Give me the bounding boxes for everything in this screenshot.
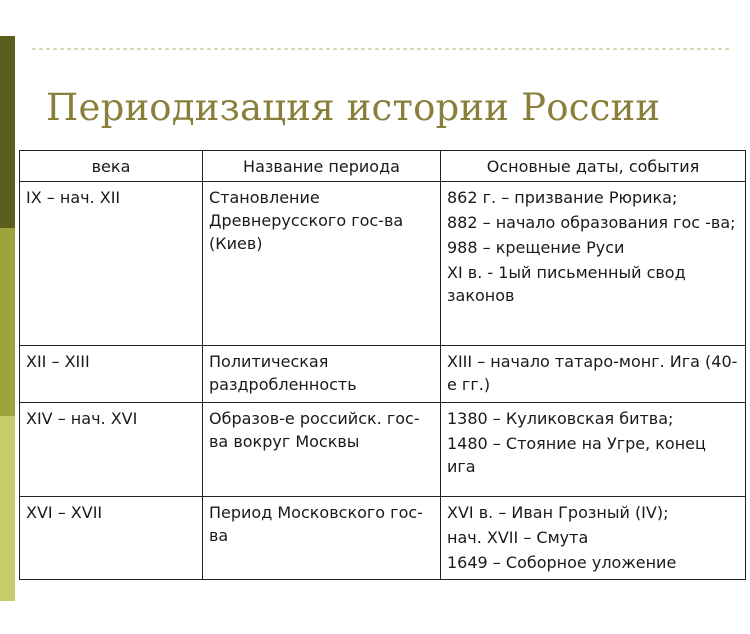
cell-events (441, 182, 746, 346)
table-row (20, 182, 746, 346)
history-periods-table (19, 150, 746, 580)
table-header-row (20, 151, 746, 182)
table-row (20, 346, 746, 403)
event-item: 1480 – Стояние на Угре, конец ига (447, 434, 706, 477)
cell-century: IX – нач. XII (20, 182, 203, 346)
cell-century: XII – XIII (20, 346, 203, 403)
event-item: 862 г. – призвание Рюрика; (447, 188, 678, 207)
top-dotted-rule (32, 48, 730, 50)
cell-century: XIV – нач. XVI (20, 403, 203, 496)
event-item: XIII – начало татаро-монг. Ига (40-е гг.) (447, 352, 738, 395)
event-item: 988 – крещение Руси (447, 238, 625, 257)
slide-title: Периодизация истории России (46, 86, 661, 129)
cell-period: Становление Древнерусского гос-ва (Киев) (203, 182, 441, 346)
cell-events (441, 403, 746, 496)
cell-period: Период Московского гос-ва (203, 496, 441, 579)
header-century: века (20, 151, 203, 182)
header-events: Основные даты, события (441, 151, 746, 182)
sidebar-accent-bar (0, 36, 15, 601)
event-item: XVI в. – Иван Грозный (IV); (447, 502, 669, 522)
sidebar-band-light (0, 416, 15, 601)
header-period: Название периода (203, 151, 441, 182)
table-row (20, 403, 746, 496)
table-row (20, 496, 746, 579)
event-item: XI в. - 1ый письменный свод законов (447, 263, 686, 305)
cell-events (441, 346, 746, 403)
event-item: 1380 – Куликовская битва; (447, 409, 674, 429)
cell-events (441, 496, 746, 579)
cell-century: XVI – XVII (20, 496, 203, 579)
cell-period: Образов-е российск. гос-ва вокруг Москвы (203, 403, 441, 496)
event-item: 882 – начало образования гос -ва; (447, 213, 736, 232)
sidebar-band-mid (0, 228, 15, 416)
event-item: 1649 – Соборное уложение (447, 552, 677, 572)
sidebar-band-dark (0, 36, 15, 228)
event-item: нач. XVII – Смута (447, 527, 589, 547)
cell-period: Политическая раздробленность (203, 346, 441, 403)
